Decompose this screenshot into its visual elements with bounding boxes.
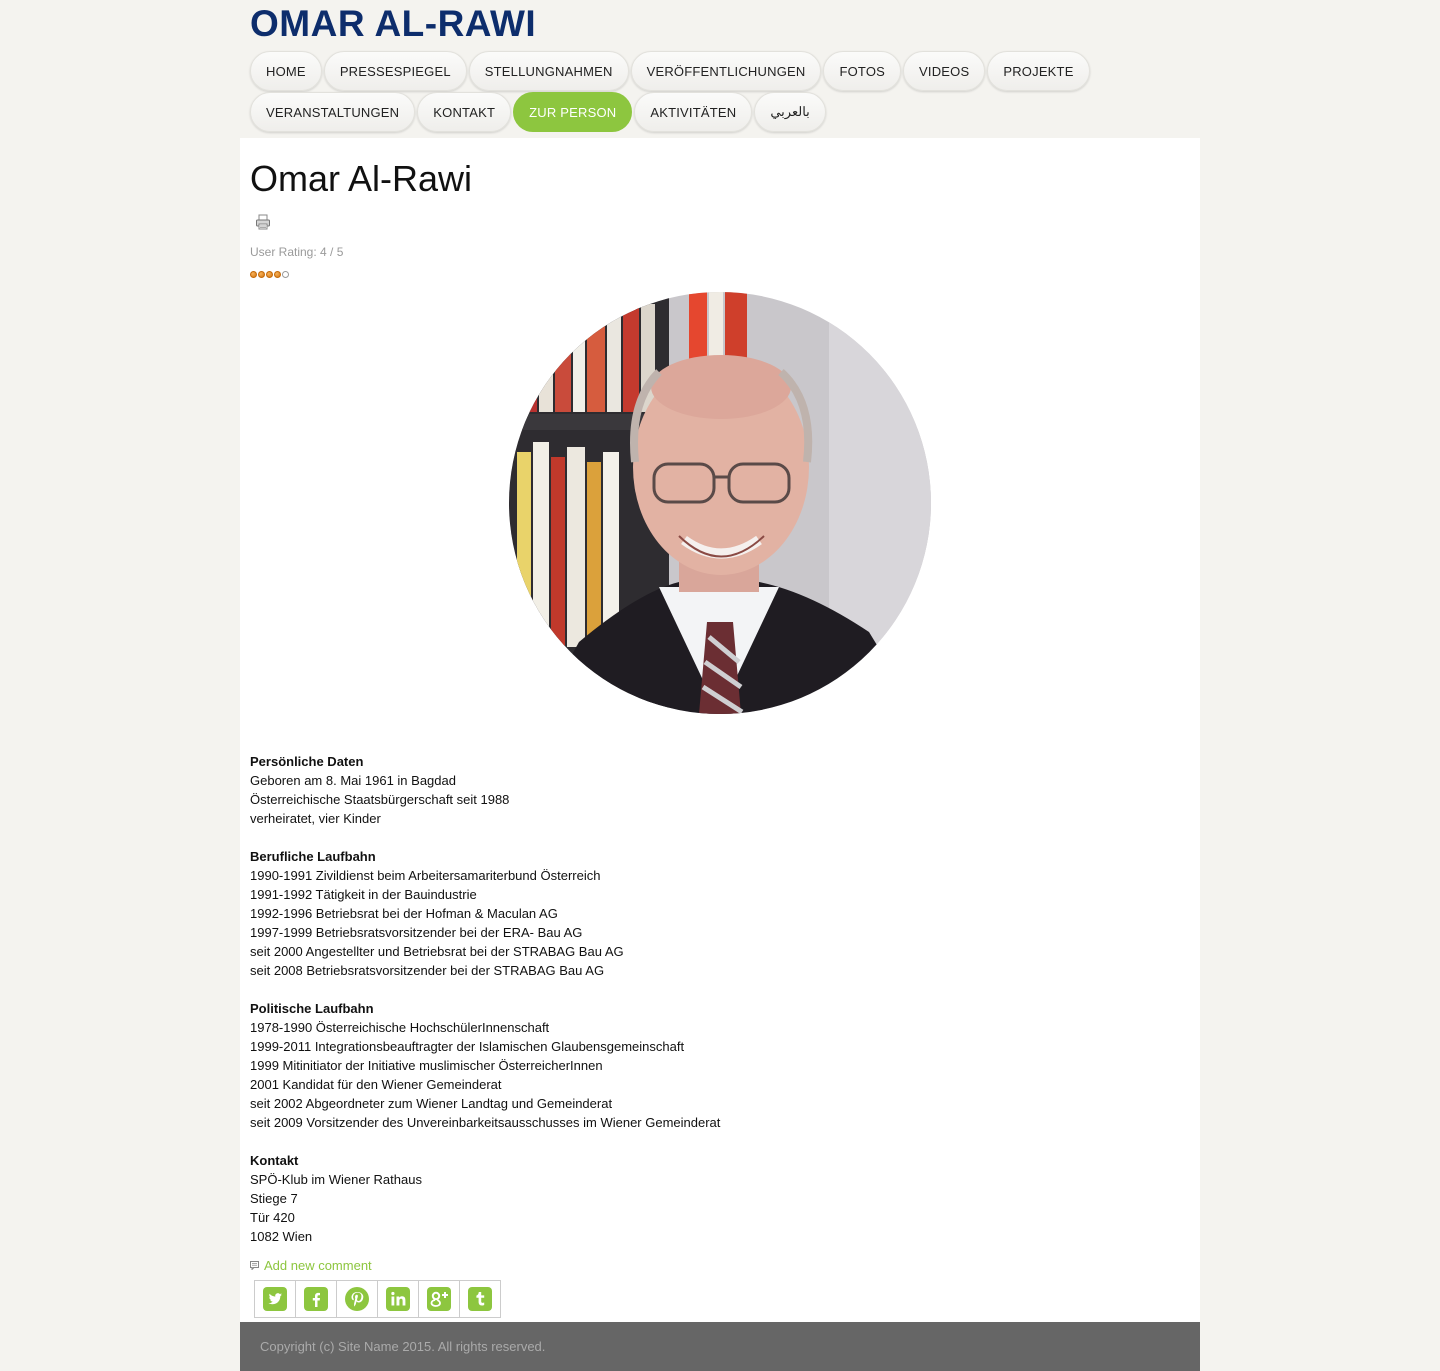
bio-line: Geboren am 8. Mai 1961 in Bagdad bbox=[250, 773, 456, 788]
bio-line: seit 2000 Angestellter und Betriebsrat bei der STRABAG Bau AG bbox=[250, 944, 624, 959]
twitter-icon bbox=[263, 1287, 287, 1311]
bio-line: Stiege 7 bbox=[250, 1191, 298, 1206]
rating-star-icon[interactable] bbox=[266, 271, 273, 278]
section-heading: Persönliche Daten bbox=[250, 754, 364, 769]
rating-star-icon[interactable] bbox=[274, 271, 281, 278]
copyright-text: Copyright (c) Site Name 2015. All rights reserved. bbox=[260, 1339, 546, 1354]
bio-line: 1992-1996 Betriebsrat bei der Hofman & Maculan AG bbox=[250, 906, 558, 921]
bio-line: 1999 Mitinitiator der Initiative muslimischer ÖsterreicherInnen bbox=[250, 1058, 603, 1073]
bio-line: 2001 Kandidat für den Wiener Gemeinderat bbox=[250, 1077, 502, 1092]
portrait-photo bbox=[509, 292, 931, 714]
share-bar bbox=[254, 1280, 501, 1318]
main-nav-row-1 bbox=[250, 51, 1090, 91]
nav-item-projekte[interactable]: PROJEKTE bbox=[987, 51, 1089, 91]
page-title: Omar Al-Rawi bbox=[250, 158, 473, 199]
pinterest-icon bbox=[345, 1287, 369, 1311]
add-comment-link[interactable] bbox=[250, 1258, 372, 1273]
add-comment-label[interactable]: Add new comment bbox=[264, 1258, 372, 1273]
nav-item-stellungnahmen[interactable]: STELLUNGNAHMEN bbox=[469, 51, 629, 91]
nav-item-veranstaltungen[interactable]: VERANSTALTUNGEN bbox=[250, 92, 415, 132]
share-pinterest-button[interactable] bbox=[337, 1281, 378, 1317]
nav-item-pressespiegel[interactable]: PRESSESPIEGEL bbox=[324, 51, 467, 91]
share-googleplus-button[interactable] bbox=[419, 1281, 460, 1317]
tumblr-icon bbox=[468, 1287, 492, 1311]
section-contact bbox=[250, 1151, 720, 1246]
bio-line: seit 2008 Betriebsratsvorsitzender bei der STRABAG Bau AG bbox=[250, 963, 605, 978]
share-tumblr-button[interactable] bbox=[460, 1281, 500, 1317]
section-heading: Berufliche Laufbahn bbox=[250, 849, 376, 864]
bio-line: seit 2009 Vorsitzender des Unvereinbarkeitsausschusses im Wiener Gemeinderat bbox=[250, 1115, 721, 1130]
bio-line: 1990-1991 Zivildienst beim Arbeitersamariterbund Österreich bbox=[250, 868, 601, 883]
share-linkedin-button[interactable] bbox=[378, 1281, 419, 1317]
rating-stars[interactable] bbox=[250, 271, 289, 278]
bio-line: 1082 Wien bbox=[250, 1229, 313, 1244]
nav-item-videos[interactable]: VIDEOS bbox=[903, 51, 985, 91]
nav-item-fotos[interactable]: FOTOS bbox=[823, 51, 901, 91]
rating-star-icon[interactable] bbox=[258, 271, 265, 278]
nav-item-zur-person[interactable]: ZUR PERSON bbox=[513, 92, 632, 132]
nav-item-veroeffentlichungen[interactable]: VERÖFFENTLICHUNGEN bbox=[631, 51, 822, 91]
section-heading: Politische Laufbahn bbox=[250, 1001, 374, 1016]
bio-line: Tür 420 bbox=[250, 1210, 295, 1225]
bio-line: 1999-2011 Integrationsbeauftragter der Islamischen Glaubensgemeinschaft bbox=[250, 1039, 685, 1054]
nav-item-arabic[interactable]: بالعربي bbox=[754, 92, 825, 132]
linkedin-icon bbox=[386, 1287, 410, 1311]
bio-line: SPÖ-Klub im Wiener Rathaus bbox=[250, 1172, 422, 1187]
main-nav-row-2 bbox=[250, 92, 826, 132]
user-rating-label: User Rating: 4 / 5 bbox=[250, 245, 344, 259]
section-professional-career bbox=[250, 847, 720, 980]
bio-line: 1997-1999 Betriebsratsvorsitzender bei der ERA- Bau AG bbox=[250, 925, 583, 940]
comment-icon bbox=[250, 1261, 259, 1270]
rating-star-icon[interactable] bbox=[282, 271, 289, 278]
nav-item-aktivitaeten[interactable]: AKTIVITÄTEN bbox=[634, 92, 752, 132]
biography bbox=[250, 752, 720, 1265]
section-political-career bbox=[250, 999, 720, 1132]
bio-line: 1991-1992 Tätigkeit in der Bauindustrie bbox=[250, 887, 477, 902]
googleplus-icon bbox=[427, 1287, 451, 1311]
rating-star-icon[interactable] bbox=[250, 271, 257, 278]
bio-line: seit 2002 Abgeordneter zum Wiener Landtag und Gemeinderat bbox=[250, 1096, 613, 1111]
site-footer bbox=[240, 1322, 1200, 1371]
bio-line: verheiratet, vier Kinder bbox=[250, 811, 381, 826]
bio-line: 1978-1990 Österreichische HochschülerInnenschaft bbox=[250, 1020, 550, 1035]
section-heading: Kontakt bbox=[250, 1153, 299, 1168]
bio-line: Österreichische Staatsbürgerschaft seit 1988 bbox=[250, 792, 510, 807]
print-icon[interactable] bbox=[255, 214, 271, 230]
site-logo[interactable]: OMAR AL-RAWI bbox=[250, 3, 537, 44]
article-content bbox=[240, 138, 1200, 1322]
nav-item-home[interactable]: HOME bbox=[250, 51, 322, 91]
share-twitter-button[interactable] bbox=[255, 1281, 296, 1317]
nav-item-kontakt[interactable]: KONTAKT bbox=[417, 92, 511, 132]
share-facebook-button[interactable] bbox=[296, 1281, 337, 1317]
facebook-icon bbox=[304, 1287, 328, 1311]
section-personal-data bbox=[250, 752, 720, 828]
